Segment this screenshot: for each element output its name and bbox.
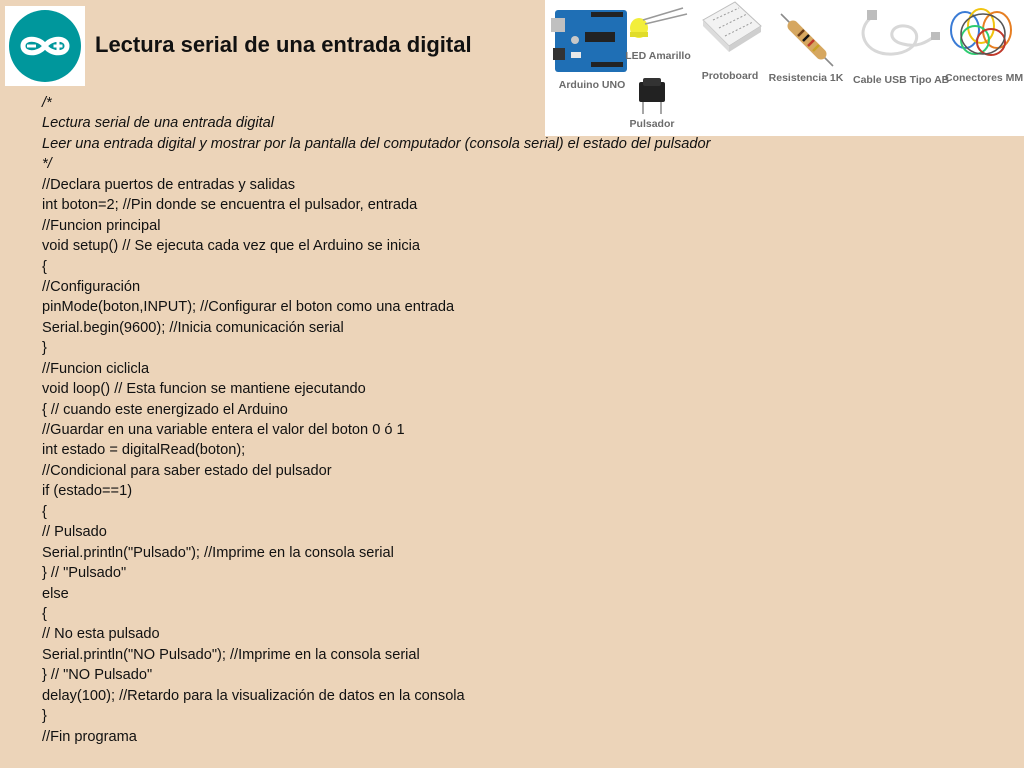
code-line: /*	[42, 95, 52, 111]
component-protoboard	[695, 0, 765, 86]
code-line: {	[42, 503, 47, 520]
component-jumper-wires	[945, 4, 1024, 88]
code-line: if (estado==1)	[42, 483, 133, 500]
resistor-icon	[767, 8, 845, 72]
code-line: pinMode(boton,INPUT); //Configurar el boton como una entrada	[42, 299, 455, 316]
code-line: Leer una entrada digital y mostrar por la pantalla del computador (consola serial) el estado del pulsador	[42, 135, 711, 152]
code-line: else	[42, 585, 69, 602]
code-listing	[42, 93, 710, 747]
code-line: */	[42, 156, 52, 173]
arduino-logo	[5, 6, 85, 86]
code-line: { // cuando este energizado el Arduino	[42, 401, 288, 418]
code-line: {	[42, 605, 47, 622]
component-label: LED Amarillo	[625, 50, 691, 62]
code-line: } // "Pulsado"	[42, 565, 127, 582]
component-label: Conectores MM	[945, 72, 1024, 84]
code-line: //Declara puertos de entradas y salidas	[42, 176, 296, 193]
component-label: Resistencia 1K	[768, 72, 844, 84]
component-usb-cable	[853, 6, 950, 90]
component-arduino	[551, 4, 633, 98]
code-line: {	[42, 258, 47, 275]
code-line: Serial.begin(9600); //Inicia comunicación serial	[42, 319, 344, 336]
code-line: int boton=2; //Pin donde se encuentra el pulsador, entrada	[42, 197, 418, 214]
arduino-logo-icon	[5, 6, 85, 86]
code-line: int estado = digitalRead(boton);	[42, 442, 246, 459]
component-label: Protoboard	[701, 70, 759, 82]
jumper-wires-icon	[945, 4, 1021, 66]
slide-title: Lectura serial de una entrada digital	[95, 32, 472, 57]
code-line: Serial.println("NO Pulsado"); //Imprime en la consola serial	[42, 646, 420, 663]
code-line: }	[42, 340, 47, 357]
led-icon	[625, 4, 691, 48]
code-line: //Funcion ciclicla	[42, 360, 150, 377]
component-label: Pulsador	[629, 118, 675, 130]
code-line: void loop() // Esta funcion se mantiene ejecutando	[42, 381, 366, 398]
code-line: //Configuración	[42, 278, 141, 295]
code-line: Lectura serial de una entrada digital	[42, 115, 275, 132]
breadboard-icon	[695, 0, 765, 66]
code-line: // No esta pulsado	[42, 626, 160, 643]
code-line: }	[42, 708, 47, 725]
component-resistor	[767, 8, 845, 88]
usb-cable-icon	[853, 6, 945, 68]
component-label: Arduino UNO	[558, 79, 626, 91]
code-line: // Pulsado	[42, 524, 107, 541]
component-label: Cable USB Tipo AB	[853, 74, 950, 86]
code-line: //Fin programa	[42, 728, 137, 745]
arduino-board-icon	[551, 4, 633, 76]
code-line: Serial.println("Pulsado"); //Imprime en la consola serial	[42, 544, 394, 561]
code-line: delay(100); //Retardo para la visualización de datos en la consola	[42, 687, 465, 704]
code-line: //Guardar en una variable entera el valor del boton 0 ó 1	[42, 422, 405, 438]
code-line: void setup() // Se ejecuta cada vez que el Arduino se inicia	[42, 238, 421, 255]
code-line: //Funcion principal	[42, 217, 161, 234]
component-led	[625, 4, 691, 68]
code-line: //Condicional para saber estado del pulsador	[42, 462, 332, 479]
code-line: } // "NO Pulsado"	[42, 667, 153, 684]
